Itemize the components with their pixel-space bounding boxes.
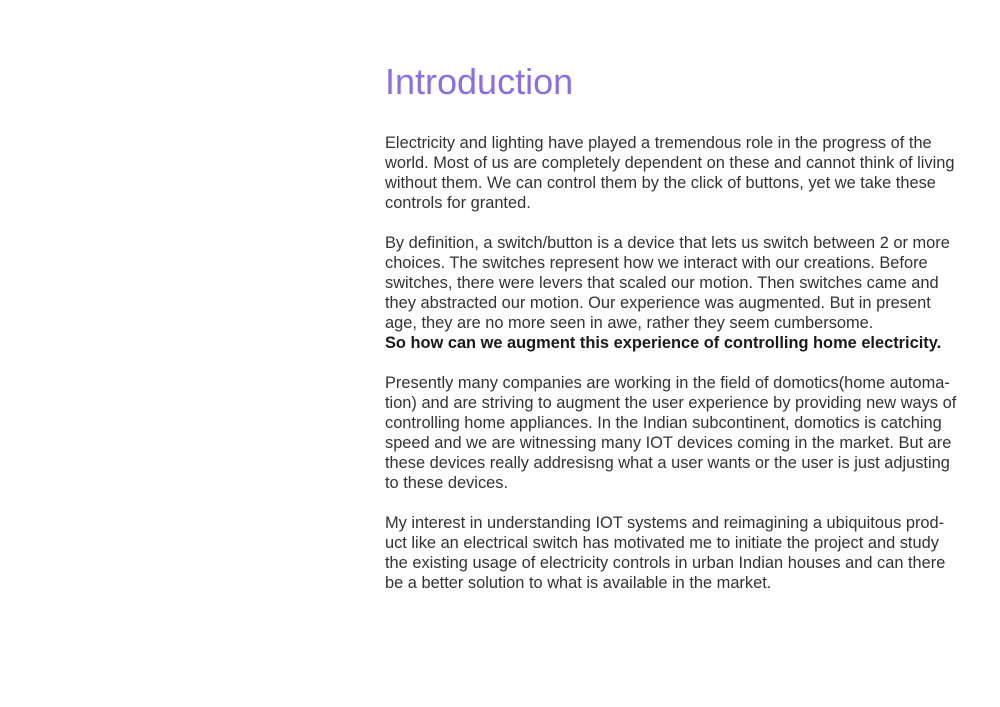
text-line: be a better solution to what is available in the market.	[385, 574, 772, 592]
text-line: the existing usage of electricity controls in urban Indian houses and can there	[385, 554, 946, 572]
text-line: speed and we are witnessing many IOT devices coming in the market. But are	[385, 434, 952, 452]
text-line: these devices really addresisng what a user wants or the user is just adjusting	[385, 454, 950, 472]
text-line: Electricity and lighting have played a tremendous role in the progress of the	[385, 134, 932, 152]
paragraph-motivation	[385, 513, 970, 593]
text-line: Presently many companies are working in the field of domotics(home automa-	[385, 374, 950, 392]
paragraph-electricity	[385, 133, 970, 213]
text-line: controlling home appliances. In the Indian subcontinent, domotics is catching	[385, 414, 942, 432]
text-line: switches, there were levers that scaled our motion. Then switches came and	[385, 274, 939, 292]
text-line: to these devices.	[385, 474, 509, 492]
document-content	[385, 60, 970, 613]
page-title: Introduction	[385, 61, 574, 102]
text-line: tion) and are striving to augment the user experience by providing new ways of	[385, 394, 957, 412]
text-line: uct like an electrical switch has motivated me to initiate the project and study	[385, 534, 939, 552]
paragraph-switch-definition	[385, 233, 970, 353]
text-line: controls for granted.	[385, 194, 531, 212]
text-line: world. Most of us are completely dependent on these and cannot think of living	[385, 154, 955, 172]
key-question: So how can we augment this experience of controlling home electricity.	[385, 334, 942, 352]
text-line: choices. The switches represent how we interact with our creations. Before	[385, 254, 928, 272]
text-line: My interest in understanding IOT systems and reimagining a ubiquitous prod-	[385, 514, 945, 532]
text-line: without them. We can control them by the click of buttons, yet we take these	[385, 174, 936, 192]
body-text	[385, 133, 970, 593]
paragraph-domotics	[385, 373, 970, 493]
text-line: they abstracted our motion. Our experience was augmented. But in present	[385, 294, 931, 312]
text-line: By definition, a switch/button is a device that lets us switch between 2 or more	[385, 234, 950, 252]
text-line: age, they are no more seen in awe, rather they seem cumbersome.	[385, 314, 874, 332]
